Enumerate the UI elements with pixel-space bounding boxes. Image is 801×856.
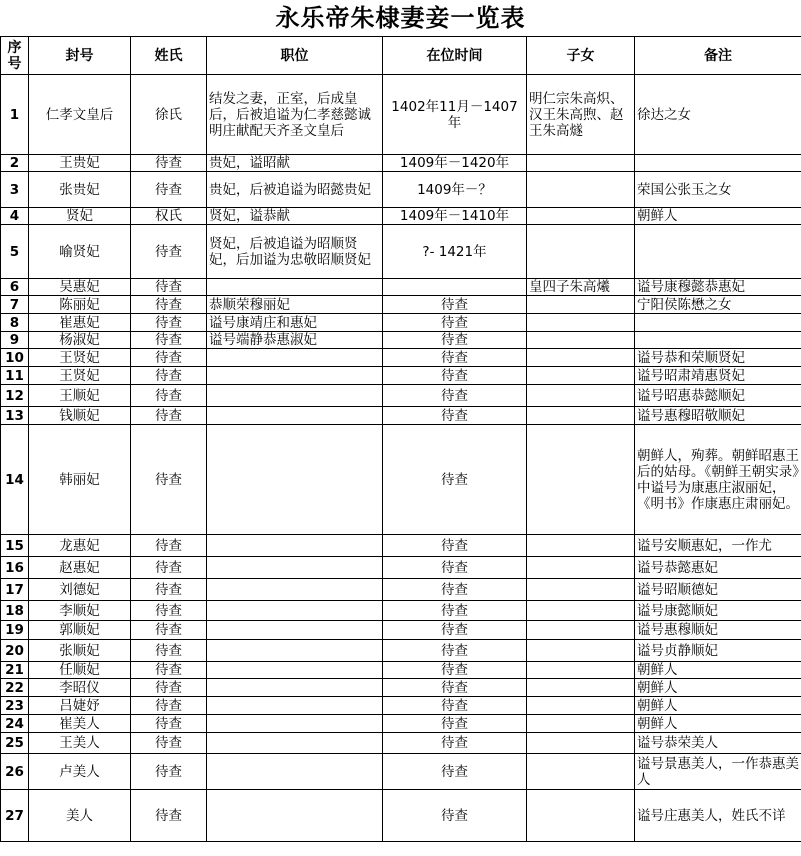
- cell-notes: 谥号庄惠美人，姓氏不详: [635, 790, 801, 842]
- header-row: [1, 37, 801, 75]
- cell-surname: 待查: [131, 349, 207, 367]
- cell-children: [527, 790, 635, 842]
- cell-reign: 待查: [383, 601, 527, 621]
- cell-surname: 待查: [131, 679, 207, 697]
- cell-surname: 待查: [131, 579, 207, 601]
- cell-children: 明仁宗朱高炽、汉王朱高煦、赵王朱高燧: [527, 75, 635, 155]
- cell-index: 22: [1, 679, 29, 697]
- cell-children: [527, 155, 635, 172]
- cell-surname: 待查: [131, 535, 207, 557]
- table-row: [1, 640, 801, 662]
- cell-children: [527, 621, 635, 640]
- cell-position: [207, 715, 383, 733]
- table-row: [1, 535, 801, 557]
- cell-index: 13: [1, 407, 29, 425]
- cell-reign: 待查: [383, 679, 527, 697]
- table-row: [1, 225, 801, 279]
- table-row: [1, 314, 801, 332]
- table-row: [1, 579, 801, 601]
- cell-surname: 待查: [131, 754, 207, 790]
- cell-surname: 待查: [131, 279, 207, 296]
- cell-notes: 谥号昭顺德妃: [635, 579, 801, 601]
- cell-title: 张贵妃: [29, 172, 131, 208]
- cell-reign: 待查: [383, 349, 527, 367]
- cell-index: 2: [1, 155, 29, 172]
- table-row: [1, 425, 801, 535]
- cell-surname: 待查: [131, 662, 207, 679]
- cell-index: 20: [1, 640, 29, 662]
- cell-index: 10: [1, 349, 29, 367]
- cell-children: [527, 715, 635, 733]
- cell-reign: 待查: [383, 557, 527, 579]
- table-row: [1, 621, 801, 640]
- cell-reign: 待查: [383, 367, 527, 385]
- cell-surname: 待查: [131, 733, 207, 754]
- table-row: [1, 407, 801, 425]
- cell-notes: 谥号惠穆昭敬顺妃: [635, 407, 801, 425]
- cell-position: [207, 601, 383, 621]
- header-notes: 备注: [635, 37, 801, 75]
- cell-position: 贵妃，谥昭献: [207, 155, 383, 172]
- cell-title: 钱顺妃: [29, 407, 131, 425]
- table-row: [1, 662, 801, 679]
- cell-position: [207, 790, 383, 842]
- cell-surname: 待查: [131, 557, 207, 579]
- cell-position: [207, 679, 383, 697]
- cell-surname: 权氏: [131, 208, 207, 225]
- cell-notes: 谥号恭懿惠妃: [635, 557, 801, 579]
- cell-notes: [635, 225, 801, 279]
- cell-position: [207, 640, 383, 662]
- cell-surname: 待查: [131, 385, 207, 407]
- cell-reign: 待查: [383, 715, 527, 733]
- cell-notes: 荣国公张玉之女: [635, 172, 801, 208]
- cell-index: 1: [1, 75, 29, 155]
- cell-index: 23: [1, 697, 29, 715]
- cell-title: 仁孝文皇后: [29, 75, 131, 155]
- cell-index: 21: [1, 662, 29, 679]
- cell-surname: 待查: [131, 790, 207, 842]
- cell-children: [527, 535, 635, 557]
- cell-position: [207, 754, 383, 790]
- cell-children: [527, 314, 635, 332]
- cell-children: [527, 367, 635, 385]
- cell-reign: 1402年11月－1407年: [383, 75, 527, 155]
- cell-surname: 待查: [131, 225, 207, 279]
- cell-notes: 朝鲜人: [635, 697, 801, 715]
- cell-surname: 待查: [131, 296, 207, 314]
- cell-reign: 待查: [383, 385, 527, 407]
- cell-notes: 宁阳侯陈懋之女: [635, 296, 801, 314]
- table-row: [1, 601, 801, 621]
- cell-index: 19: [1, 621, 29, 640]
- cell-reign: [383, 279, 527, 296]
- cell-notes: 谥号康懿顺妃: [635, 601, 801, 621]
- table-row: [1, 296, 801, 314]
- cell-reign: 待查: [383, 332, 527, 349]
- cell-index: 3: [1, 172, 29, 208]
- table-row: [1, 349, 801, 367]
- cell-index: 27: [1, 790, 29, 842]
- cell-surname: 待查: [131, 425, 207, 535]
- cell-title: 张顺妃: [29, 640, 131, 662]
- cell-notes: [635, 314, 801, 332]
- cell-surname: 待查: [131, 621, 207, 640]
- table-row: [1, 385, 801, 407]
- cell-title: 王贵妃: [29, 155, 131, 172]
- cell-notes: 谥号恭和荣顺贤妃: [635, 349, 801, 367]
- cell-surname: 徐氏: [131, 75, 207, 155]
- cell-position: 贤妃，后被追谥为昭顺贤妃，后加谥为忠敬昭顺贤妃: [207, 225, 383, 279]
- cell-position: [207, 367, 383, 385]
- cell-position: 谥号康靖庄和惠妃: [207, 314, 383, 332]
- cell-index: 12: [1, 385, 29, 407]
- cell-index: 8: [1, 314, 29, 332]
- cell-position: [207, 579, 383, 601]
- cell-children: [527, 697, 635, 715]
- cell-title: 任顺妃: [29, 662, 131, 679]
- cell-notes: 朝鲜人: [635, 679, 801, 697]
- cell-surname: 待查: [131, 367, 207, 385]
- header-children: 子女: [527, 37, 635, 75]
- cell-reign: 待查: [383, 621, 527, 640]
- cell-position: [207, 535, 383, 557]
- cell-notes: 谥号贞静顺妃: [635, 640, 801, 662]
- cell-surname: 待查: [131, 601, 207, 621]
- cell-index: 24: [1, 715, 29, 733]
- cell-index: 26: [1, 754, 29, 790]
- cell-title: 韩丽妃: [29, 425, 131, 535]
- cell-position: 贤妃，谥恭献: [207, 208, 383, 225]
- table-row: [1, 754, 801, 790]
- cell-children: [527, 172, 635, 208]
- cell-index: 9: [1, 332, 29, 349]
- cell-reign: 待查: [383, 314, 527, 332]
- cell-children: [527, 754, 635, 790]
- table-row: [1, 155, 801, 172]
- cell-children: [527, 208, 635, 225]
- cell-children: [527, 579, 635, 601]
- cell-index: 4: [1, 208, 29, 225]
- cell-title: 龙惠妃: [29, 535, 131, 557]
- cell-position: [207, 662, 383, 679]
- cell-position: 结发之妻，正室，后成皇后，后被追谥为仁孝慈懿诚明庄献配天齐圣文皇后: [207, 75, 383, 155]
- table-row: [1, 208, 801, 225]
- cell-reign: 待查: [383, 425, 527, 535]
- page-title: 永乐帝朱棣妻妾一览表: [275, 3, 526, 32]
- cell-title: 杨淑妃: [29, 332, 131, 349]
- cell-surname: 待查: [131, 715, 207, 733]
- cell-title: 喻贤妃: [29, 225, 131, 279]
- cell-title: 李昭仪: [29, 679, 131, 697]
- cell-position: 贵妃，后被追谥为昭懿贵妃: [207, 172, 383, 208]
- cell-title: 王贤妃: [29, 349, 131, 367]
- cell-reign: 待查: [383, 640, 527, 662]
- cell-title: 郭顺妃: [29, 621, 131, 640]
- cell-position: 谥号端静恭惠淑妃: [207, 332, 383, 349]
- cell-children: [527, 557, 635, 579]
- cell-reign: 待查: [383, 697, 527, 715]
- table-row: [1, 679, 801, 697]
- cell-title: 崔美人: [29, 715, 131, 733]
- cell-position: [207, 407, 383, 425]
- cell-surname: 待查: [131, 155, 207, 172]
- cell-notes: 谥号昭惠恭懿顺妃: [635, 385, 801, 407]
- table-row: [1, 557, 801, 579]
- cell-index: 14: [1, 425, 29, 535]
- cell-children: [527, 225, 635, 279]
- table-row: [1, 733, 801, 754]
- cell-children: [527, 349, 635, 367]
- cell-reign: 1409年－？: [383, 172, 527, 208]
- cell-notes: 谥号康穆懿恭惠妃: [635, 279, 801, 296]
- cell-surname: 待查: [131, 172, 207, 208]
- cell-reign: 待查: [383, 754, 527, 790]
- header-surname: 姓氏: [131, 37, 207, 75]
- cell-children: [527, 662, 635, 679]
- cell-notes: [635, 332, 801, 349]
- cell-surname: 待查: [131, 697, 207, 715]
- cell-index: 7: [1, 296, 29, 314]
- cell-index: 15: [1, 535, 29, 557]
- cell-position: [207, 385, 383, 407]
- cell-position: [207, 557, 383, 579]
- cell-notes: [635, 155, 801, 172]
- cell-notes: 朝鲜人: [635, 662, 801, 679]
- cell-surname: 待查: [131, 314, 207, 332]
- cell-notes: 朝鲜人: [635, 715, 801, 733]
- cell-title: 吕婕妤: [29, 697, 131, 715]
- cell-children: [527, 385, 635, 407]
- header-index: 序号: [1, 37, 29, 75]
- cell-surname: 待查: [131, 640, 207, 662]
- cell-title: 陈丽妃: [29, 296, 131, 314]
- cell-title: 刘德妃: [29, 579, 131, 601]
- cell-children: [527, 407, 635, 425]
- cell-reign: 1409年－1420年: [383, 155, 527, 172]
- cell-reign: 待查: [383, 733, 527, 754]
- cell-children: [527, 601, 635, 621]
- cell-notes: 谥号昭肃靖惠贤妃: [635, 367, 801, 385]
- table-row: [1, 367, 801, 385]
- cell-reign: 待查: [383, 535, 527, 557]
- cell-reign: 待查: [383, 790, 527, 842]
- cell-notes: 谥号恭荣美人: [635, 733, 801, 754]
- cell-title: 赵惠妃: [29, 557, 131, 579]
- cell-position: 恭顺荣穆丽妃: [207, 296, 383, 314]
- cell-index: 16: [1, 557, 29, 579]
- cell-title: 王美人: [29, 733, 131, 754]
- cell-index: 5: [1, 225, 29, 279]
- cell-notes: 徐达之女: [635, 75, 801, 155]
- cell-children: [527, 425, 635, 535]
- cell-position: [207, 425, 383, 535]
- cell-reign: 待查: [383, 296, 527, 314]
- cell-notes: 朝鲜人，殉葬。朝鲜昭惠王后的姑母。《朝鲜王朝实录》中谥号为康惠庄淑丽妃，《明书》作康惠庄肃丽妃。: [635, 425, 801, 535]
- cell-title: 王顺妃: [29, 385, 131, 407]
- cell-notes: 朝鲜人: [635, 208, 801, 225]
- cell-reign: 1409年－1410年: [383, 208, 527, 225]
- cell-reign: 待查: [383, 407, 527, 425]
- header-reign: 在位时间: [383, 37, 527, 75]
- cell-position: [207, 349, 383, 367]
- cell-index: 25: [1, 733, 29, 754]
- table-row: [1, 715, 801, 733]
- cell-children: [527, 640, 635, 662]
- header-title: 封号: [29, 37, 131, 75]
- cell-position: [207, 621, 383, 640]
- table-row: [1, 279, 801, 296]
- table-row: [1, 790, 801, 842]
- cell-title: 王贤妃: [29, 367, 131, 385]
- cell-reign: 待查: [383, 662, 527, 679]
- cell-title: 贤妃: [29, 208, 131, 225]
- cell-children: [527, 679, 635, 697]
- cell-notes: 谥号惠穆顺妃: [635, 621, 801, 640]
- cell-index: 18: [1, 601, 29, 621]
- cell-position: [207, 279, 383, 296]
- cell-position: [207, 733, 383, 754]
- cell-index: 6: [1, 279, 29, 296]
- table-row: [1, 75, 801, 155]
- cell-title: 卢美人: [29, 754, 131, 790]
- cell-position: [207, 697, 383, 715]
- cell-reign: ?- 1421年: [383, 225, 527, 279]
- header-position: 职位: [207, 37, 383, 75]
- cell-surname: 待查: [131, 407, 207, 425]
- cell-children: [527, 332, 635, 349]
- table-row: [1, 697, 801, 715]
- cell-reign: 待查: [383, 579, 527, 601]
- cell-children: [527, 296, 635, 314]
- cell-title: 李顺妃: [29, 601, 131, 621]
- cell-notes: 谥号景惠美人，一作恭惠美人: [635, 754, 801, 790]
- cell-surname: 待查: [131, 332, 207, 349]
- cell-title: 崔惠妃: [29, 314, 131, 332]
- cell-children: [527, 733, 635, 754]
- cell-index: 17: [1, 579, 29, 601]
- cell-notes: 谥号安顺惠妃，一作尤: [635, 535, 801, 557]
- consorts-table: [0, 36, 801, 842]
- cell-children: 皇四子朱高爔: [527, 279, 635, 296]
- table-row: [1, 332, 801, 349]
- cell-title: 吴惠妃: [29, 279, 131, 296]
- cell-index: 11: [1, 367, 29, 385]
- table-row: [1, 172, 801, 208]
- cell-title: 美人: [29, 790, 131, 842]
